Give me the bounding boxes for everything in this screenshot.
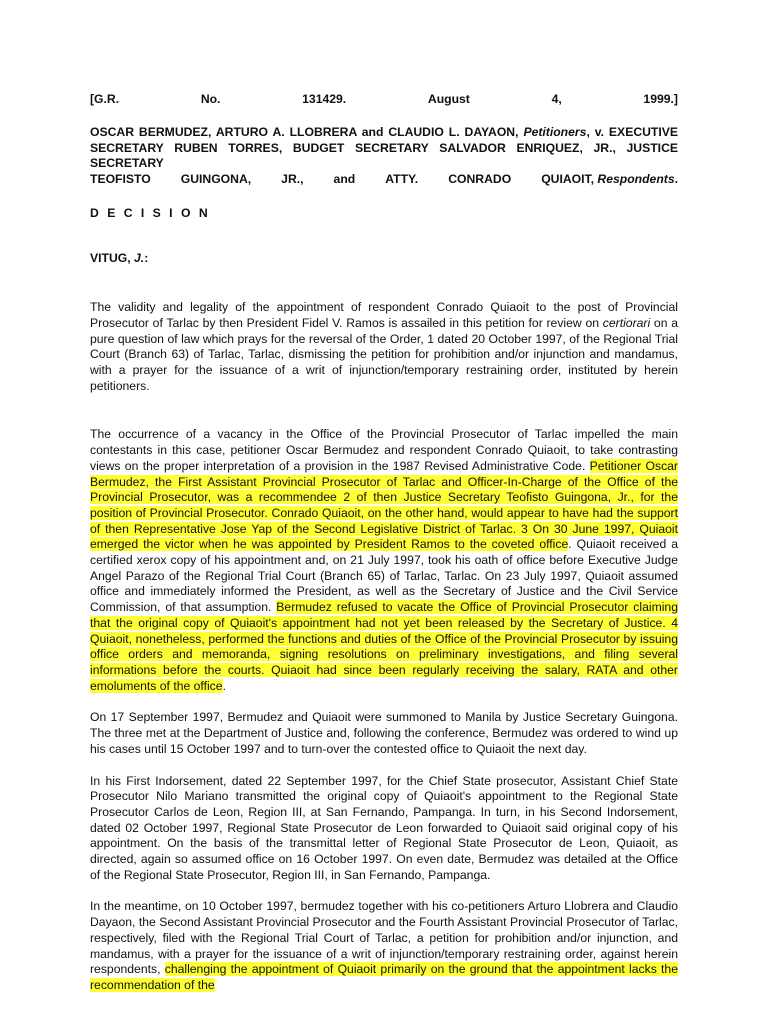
header-part: 4, [551,92,562,106]
decision-text [90,92,678,994]
ponente: VITUG, J.: [90,250,149,265]
header-part: 131429. [302,92,347,106]
respondents-label: Respondents [597,172,675,187]
petitioners-label: Petitioners [523,125,587,139]
header-part: [G.R. [90,92,120,106]
header-part: 1999.] [643,92,678,106]
highlight: Bermudez refused to vacate the Office of Provincial Prosecutor claiming that the original copy of Quiaoit's appointment had not yet been released by the Secretary of Justice. 4 Quiaoit, nonetheless, performed the functions and duties of the Office of the Provincial Prosecutor by issuing office orders and memoranda, signing resolutions on preliminary investigations, and filing several informations before the courts. Quiaoit had since been regularly receiving the salary, RATA and other emoluments of the office [90,600,678,693]
paragraph-2: The occurrence of a vacancy in the Office of the Provincial Prosecutor of Tarlac impelled the main contestants in this case, petitioner Oscar Bermudez and respondent Conrado Quiaoit, to take contrasting views on the proper interpretation of a provision in the 1987 Revised Administrative Code. Petitioner Oscar Bermudez, the First Assistant Provincial Prosecutor of Tarlac and Officer-In-Charge of the Office of the Provincial Prosecutor, was a recommendee 2 of then Justice Secretary Teofisto Guingona, Jr., for the position of Provincial Prosecutor. Conrado Quiaoit, on the other hand, would appear to have had the support of then Representative Jose Yap of the Second Legislative District of Tarlac. 3 On 30 June 1997, Quiaoit emerged the victor when he was appointed by President Ramos to the coveted office. Quiaoit received a certified xerox copy of his appointment and, on 21 July 1997, took his oath of office before Executive Judge Angel Parazo of the Regional Trial Court (Branch 65) of Tarlac, Tarlac. On 23 July 1997, Quiaoit assumed office and immediately informed the President, as well as the Secretary of Justice and the Civil Service Commission, of that assumption. Bermudez refused to vacate the Office of Provincial Prosecutor claiming that the original copy of Quiaoit's appointment had not yet been released by the Secretary of Justice. 4 Quiaoit, nonetheless, performed the functions and duties of the Office of the Provincial Prosecutor by issuing office orders and memoranda, signing resolutions on preliminary investigations, and filing several informations before the courts. Quiaoit had since been regularly receiving the salary, RATA and other emoluments of the office. [90,427,678,693]
highlight: Petitioner Oscar Bermudez, the First Assistant Provincial Prosecutor of Tarlac and Officer-In-Charge of the Office of the Provincial Prosecutor, was a recommendee 2 of then Justice Secretary Teofisto Guingona, Jr., for the position of Provincial Prosecutor. Conrado Quiaoit, on the other hand, would appear to have had the support of then Representative Jose Yap of the Second Legislative District of Tarlac. 3 On 30 June 1997, Quiaoit emerged the victor when he was appointed by President Ramos to the coveted office [90,458,678,552]
highlight: challenging the appointment of Quiaoit primarily on the ground that the appointment lacks the recommendation of the [90,962,678,992]
parties [90,125,678,188]
header-part: No. [200,92,221,106]
decision-title: D E C I S I O N [90,205,211,220]
paragraph-5: In the meantime, on 10 October 1997, bermudez together with his co-petitioners Arturo Llobrera and Claudio Dayaon, the Second Assistant Provincial Prosecutor and the Fourth Assistant Provincial Prosecutor of Tarlac, respectively, filed with the Regional Trial Court of Tarlac, a petition for prohibition and/or injunction, and mandamus, with a prayer for the issuance of a writ of injunction/temporary restraining order, against herein respondents, challenging the appointment of Quiaoit primarily on the ground that the appointment lacks the recommendation of the [90,899,678,992]
parties-text: OSCAR BERMUDEZ, ARTURO A. LLOBRERA and CLAUDIO L. DAYAON, Petitioners, v. EXECUTIVE SECRETARY RUBEN TORRES, BUDGET SECRETARY SALVADOR ENRIQUEZ, JR., JUSTICE SECRETARY [90,125,679,171]
header-part: August [427,92,470,106]
case-header [90,92,678,108]
paragraph-1: The validity and legality of the appointment of respondent Conrado Quiaoit to the post of Provincial Prosecutor of Tarlac by then President Fidel V. Ramos is assailed in this petition for review on certiorari on a pure question of law which prays for the reversal of the Order, 1 dated 20 October 1997, of the Regional Trial Court (Branch 63) of Tarlac, Tarlac, dismissing the petition for prohibition and/or injunction and mandamus, with a prayer for the issuance of a writ of injunction/temporary restraining order, instituted by herein petitioners. [90,300,678,393]
paragraph-3: On 17 September 1997, Bermudez and Quiaoit were summoned to Manila by Justice Secretary Guingona. The three met at the Department of Justice and, following the conference, Bermudez was ordered to wind up his cases until 15 October 1997 and to turn-over the contested office to Quiaoit the next day. [90,710,678,756]
parties-last-line: TEOFISTO GUINGONA, JR., and ATTY. CONRADO QUIAOIT, Respondents. [90,172,678,187]
paragraph-4: In his First Indorsement, dated 22 September 1997, for the Chief State prosecutor, Assistant Chief State Prosecutor Nilo Mariano transmitted the original copy of Quiaoit's appointment to the Regional State Prosecutor Carlos de Leon, Region III, at San Fernando, Pampanga. In turn, in his Second Indorsement, dated 02 October 1997, Regional State Prosecutor de Leon forwarded to Quiaoit said original copy of his appointment. On the basis of the transmittal letter of Regional State Prosecutor de Leon, Quiaoit, as directed, again so assumed office on 16 October 1997. On even date, Bermudez was detailed at the Office of the Regional State Prosecutor, Region III, in San Fernando, Pampanga. [90,773,678,882]
